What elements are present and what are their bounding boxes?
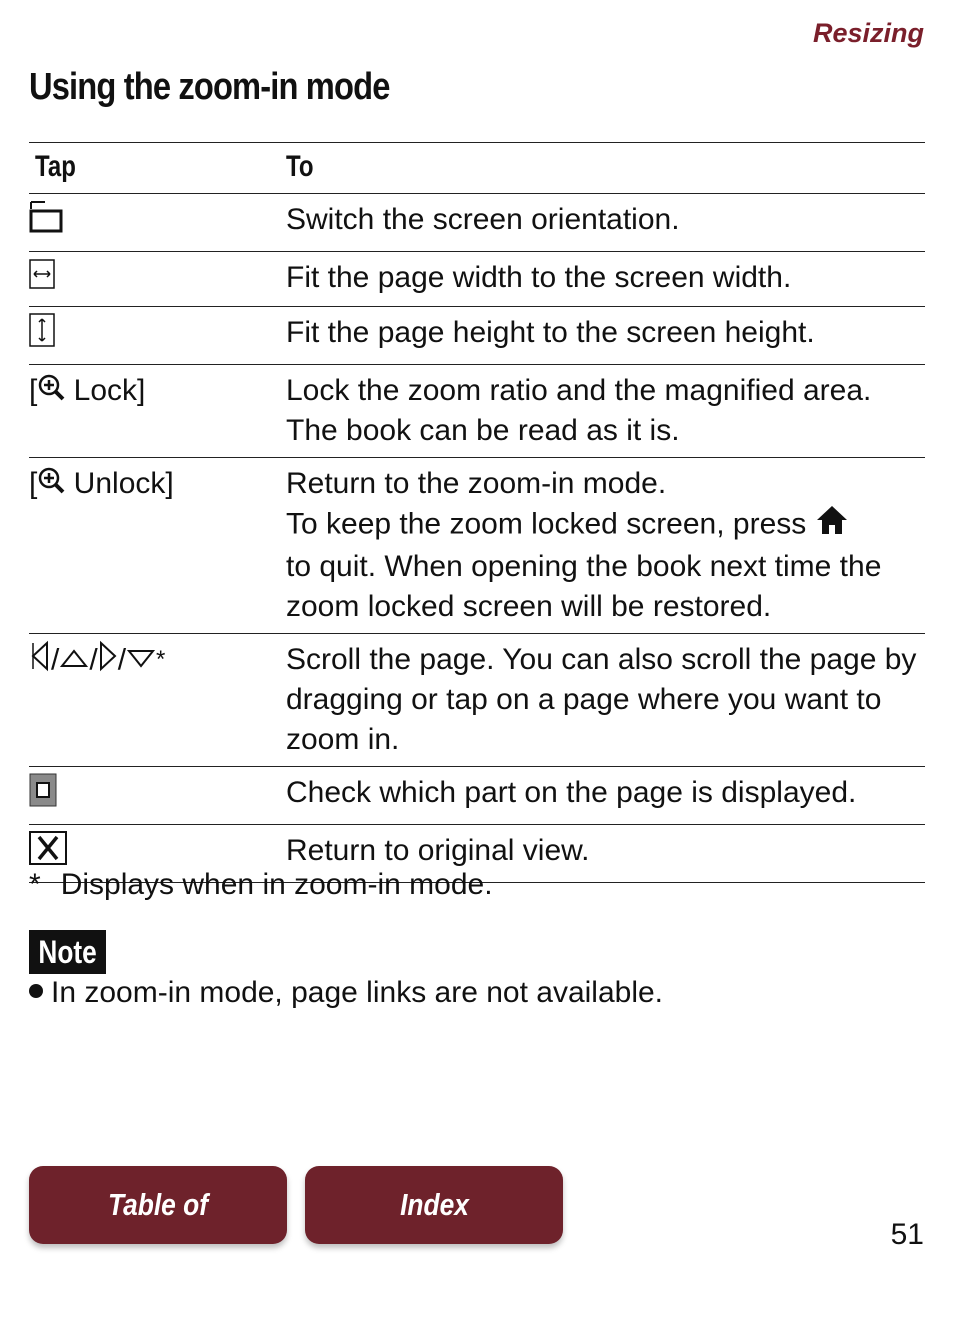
to-cell: Check which part on the page is displayed.	[286, 766, 925, 824]
tap-cell	[29, 252, 286, 307]
note-item: In zoom-in mode, page links are not available.	[29, 976, 663, 1010]
tap-cell[interactable]: [ Lock]	[29, 364, 286, 457]
footnote-text: Displays when in zoom-in mode.	[60, 868, 493, 901]
to-line: To keep the zoom locked screen, press	[286, 504, 925, 547]
zoom-lock-icon	[37, 372, 65, 412]
fit-width-icon[interactable]	[29, 259, 55, 300]
table-row	[29, 194, 925, 252]
to-cell: Fit the page height to the screen height.	[286, 306, 925, 364]
tap-label: Lock]	[65, 373, 146, 407]
scroll-right-icon[interactable]	[98, 640, 118, 683]
zoom-unlock-icon	[37, 465, 65, 505]
to-cell	[286, 457, 925, 633]
table-of-contents-button[interactable]: Table of Contents	[29, 1166, 287, 1244]
table-row	[29, 252, 925, 307]
tap-cell[interactable]: [ Unlock]	[29, 457, 286, 633]
page-position-icon[interactable]	[29, 773, 57, 818]
footnote: * Displays when in zoom-in mode.	[29, 868, 493, 901]
fit-height-icon[interactable]	[29, 313, 55, 358]
home-icon	[815, 504, 849, 547]
scroll-left-icon[interactable]	[29, 640, 51, 683]
to-cell: Lock the zoom ratio and the magnified area. The book can be read as it is.	[286, 364, 925, 457]
table-header-row	[29, 143, 925, 194]
to-line: Return to the zoom-in mode.	[286, 466, 667, 500]
table-row	[29, 364, 925, 457]
tap-cell	[29, 306, 286, 364]
table-row	[29, 766, 925, 824]
tap-cell: / / / *	[29, 633, 286, 766]
tap-cell	[29, 194, 286, 252]
zoom-controls-table	[29, 142, 925, 883]
tap-cell	[29, 766, 286, 824]
table-row	[29, 457, 925, 633]
tap-label: Unlock]	[65, 466, 174, 500]
to-cell: Scroll the page. You can also scroll the page by dragging or tap on a page where you want to zoom in.	[286, 633, 925, 766]
to-cell: Switch the screen orientation.	[286, 194, 925, 252]
bullet-icon	[29, 984, 43, 998]
footnote-marker: *	[156, 645, 166, 673]
page-number: 51	[890, 1218, 924, 1251]
to-cell: Return to original view.	[286, 824, 925, 882]
to-line: to quit. When opening the book next time the zoom locked screen will be restored.	[286, 549, 882, 623]
scroll-up-icon[interactable]	[59, 641, 89, 681]
column-header-tap: Tap	[29, 143, 286, 194]
note-badge: Note	[29, 930, 106, 974]
column-header-to: To	[286, 143, 925, 194]
table-row	[29, 633, 925, 766]
index-button[interactable]: Index	[305, 1166, 563, 1244]
rotate-screen-icon[interactable]	[29, 200, 63, 245]
table-row	[29, 306, 925, 364]
scroll-down-icon[interactable]	[126, 641, 156, 681]
page-title: Using the zoom-in mode	[29, 66, 390, 108]
to-cell: Fit the page width to the screen width.	[286, 252, 925, 307]
section-label: Resizing	[812, 18, 924, 48]
